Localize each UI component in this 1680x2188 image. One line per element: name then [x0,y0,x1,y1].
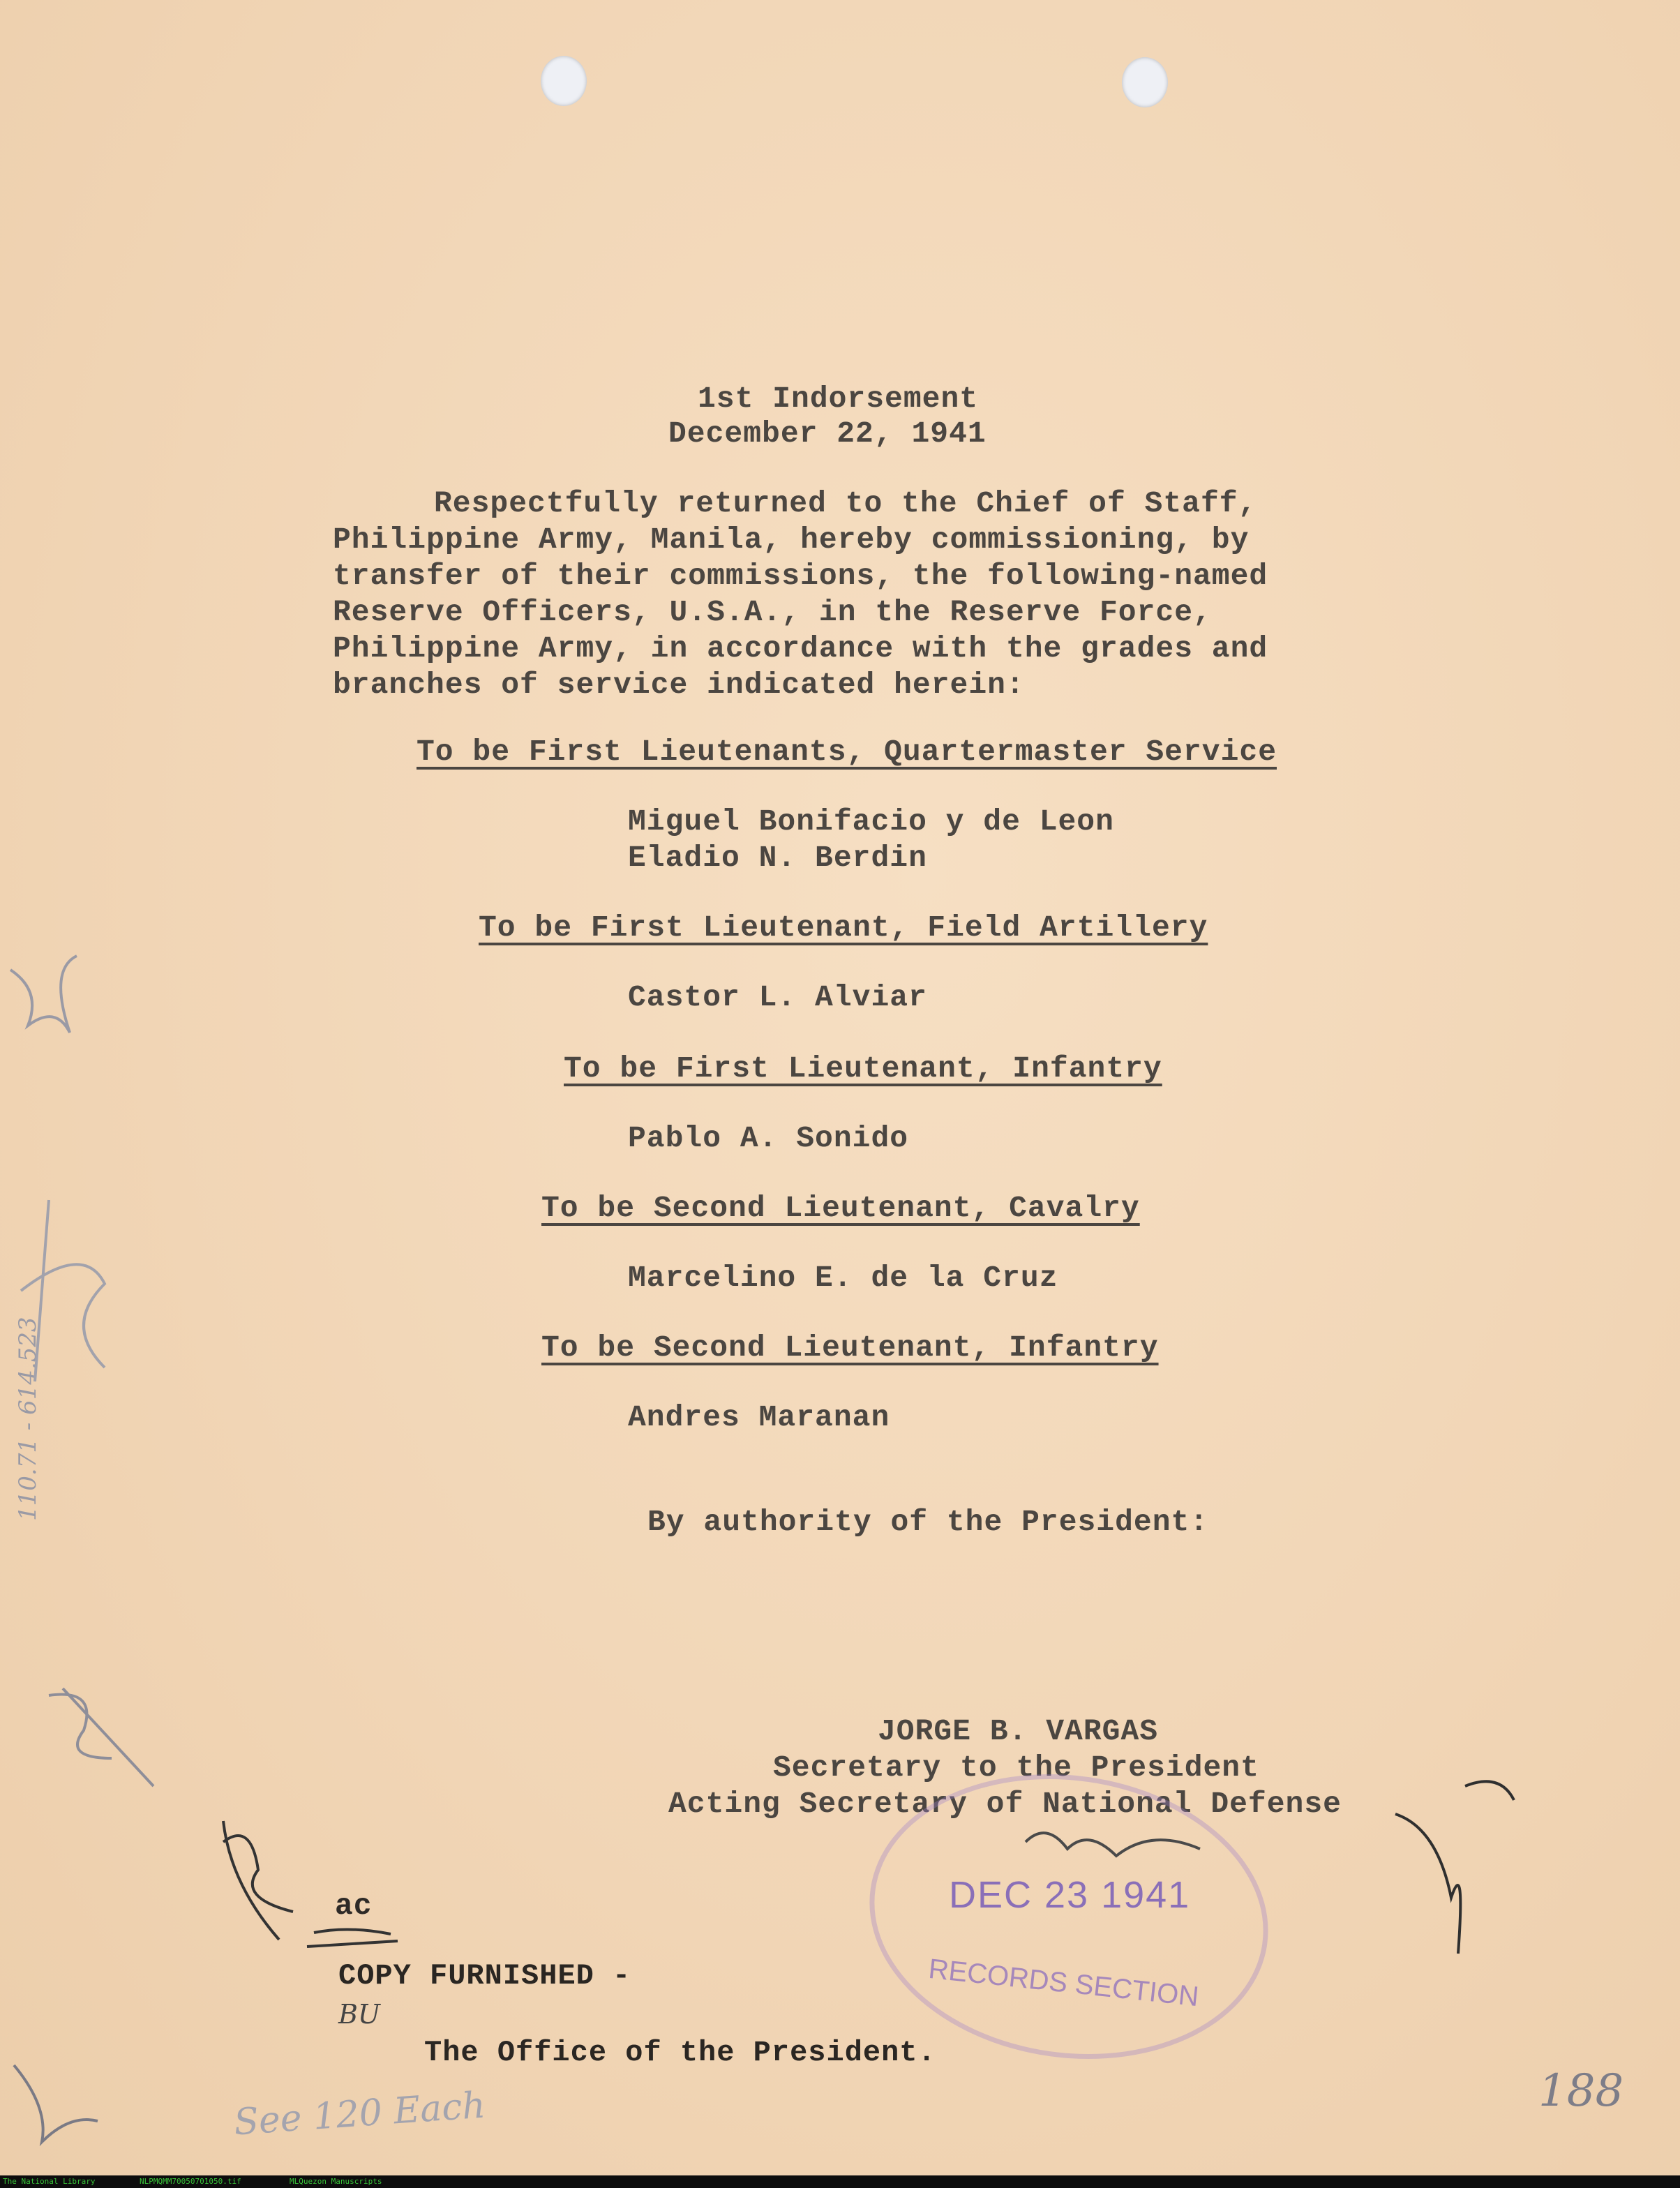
ink-underline [307,1929,398,1947]
archive-footer [0,2175,1680,2188]
ink-flourish [223,1821,293,1940]
margin-check-mark [49,1688,153,1786]
body-line: branches of service indicated herein: [333,668,1025,702]
authority-line: By authority of the President: [647,1505,1209,1539]
section-heading: To be Second Lieutenant, Infantry [541,1331,1159,1365]
body-line: Reserve Officers, U.S.A., in the Reserve Force, [333,595,1212,629]
body-line: Respectfully returned to the Chief of Staff, [434,486,1257,520]
indorsement-date: December 22, 1941 [668,417,987,451]
section-heading: To be First Lieutenants, Quartermaster Service [417,735,1277,769]
officer-name: Eladio N. Berdin [628,841,927,875]
section-heading: To be First Lieutenant, Infantry [564,1051,1162,1086]
footer-institution: The National Library [3,2177,96,2186]
typist-initials: ac [335,1889,373,1923]
footer-collection: MLQuezon Manuscripts [290,2177,382,2186]
stamp-section: RECORDS SECTION [927,1953,1201,2013]
page-number: 188 [1538,2065,1624,2117]
signatory-name: JORGE B. VARGAS [878,1714,1159,1748]
section-heading: To be First Lieutenant, Field Artillery [479,911,1208,945]
section-heading: To be Second Lieutenant, Cavalry [541,1191,1140,1225]
officer-name: Pablo A. Sonido [628,1121,909,1155]
margin-codes: 110.71 - 614.523 [14,1317,42,1521]
bottom-note: See 120 Each [232,2084,487,2144]
stamp-date: DEC 23 1941 [949,1874,1191,1916]
ink-check-mark [1395,1781,1514,1954]
footer-file-id: NLPMQMM70050701050.tif [140,2177,241,2186]
officer-name: Miguel Bonifacio y de Leon [628,804,1114,839]
indorsement-title: 1st Indorsement [698,382,979,416]
body-line: Philippine Army, Manila, hereby commissioning, by [333,523,1250,557]
body-line: transfer of their commissions, the following-named [333,559,1268,593]
handwritten-initials: BU [338,1999,380,2030]
signatory-title: Acting Secretary of National Defense [668,1787,1342,1821]
margin-scribble [10,956,77,1033]
signatory-title: Secretary to the President [773,1751,1259,1785]
body-line: Philippine Army, in accordance with the grades and [333,631,1268,666]
copy-furnished-label: COPY FURNISHED - [338,1959,631,1993]
officer-name: Andres Maranan [628,1400,890,1434]
officer-name: Castor L. Alviar [628,980,927,1014]
margin-scribble [21,1200,105,1381]
corner-mark [14,2065,98,2142]
copy-furnished-recipient: The Office of the President. [424,2036,936,2069]
officer-name: Marcelino E. de la Cruz [628,1261,1058,1295]
